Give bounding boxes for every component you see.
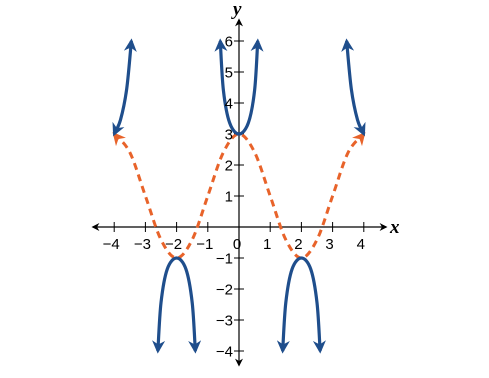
x-tick-label: 2 [294,236,303,253]
x-tick-label: 3 [325,236,334,253]
y-tick-label: 1 [224,188,233,206]
solid-curve-branch [283,258,320,351]
y-tick-label: 6 [224,33,233,51]
y-tick-label: −4 [215,343,233,361]
solid-curve-branch [158,258,195,351]
y-tick-label: 4 [224,95,233,113]
x-tick-label: 1 [263,236,272,253]
x-tick-label: −3 [133,236,151,253]
solid-curve-branch [347,41,364,134]
y-tick-label: 3 [224,126,233,144]
x-tick-label: −4 [102,236,120,253]
y-tick-label: 2 [224,157,233,175]
x-axis-label: x [390,217,400,238]
x-tick-label: 0 [232,236,242,253]
x-tick-label: −1 [196,236,214,253]
x-tick-label: 4 [356,236,365,253]
y-tick-label: −3 [215,312,233,330]
y-tick-label: 5 [224,64,233,82]
solid-curve-branch [114,41,131,134]
x-tick-label: −2 [165,236,183,253]
y-tick-label: −2 [215,281,233,299]
y-tick-label: −1 [215,250,233,268]
y-axis-label: y [233,0,242,20]
